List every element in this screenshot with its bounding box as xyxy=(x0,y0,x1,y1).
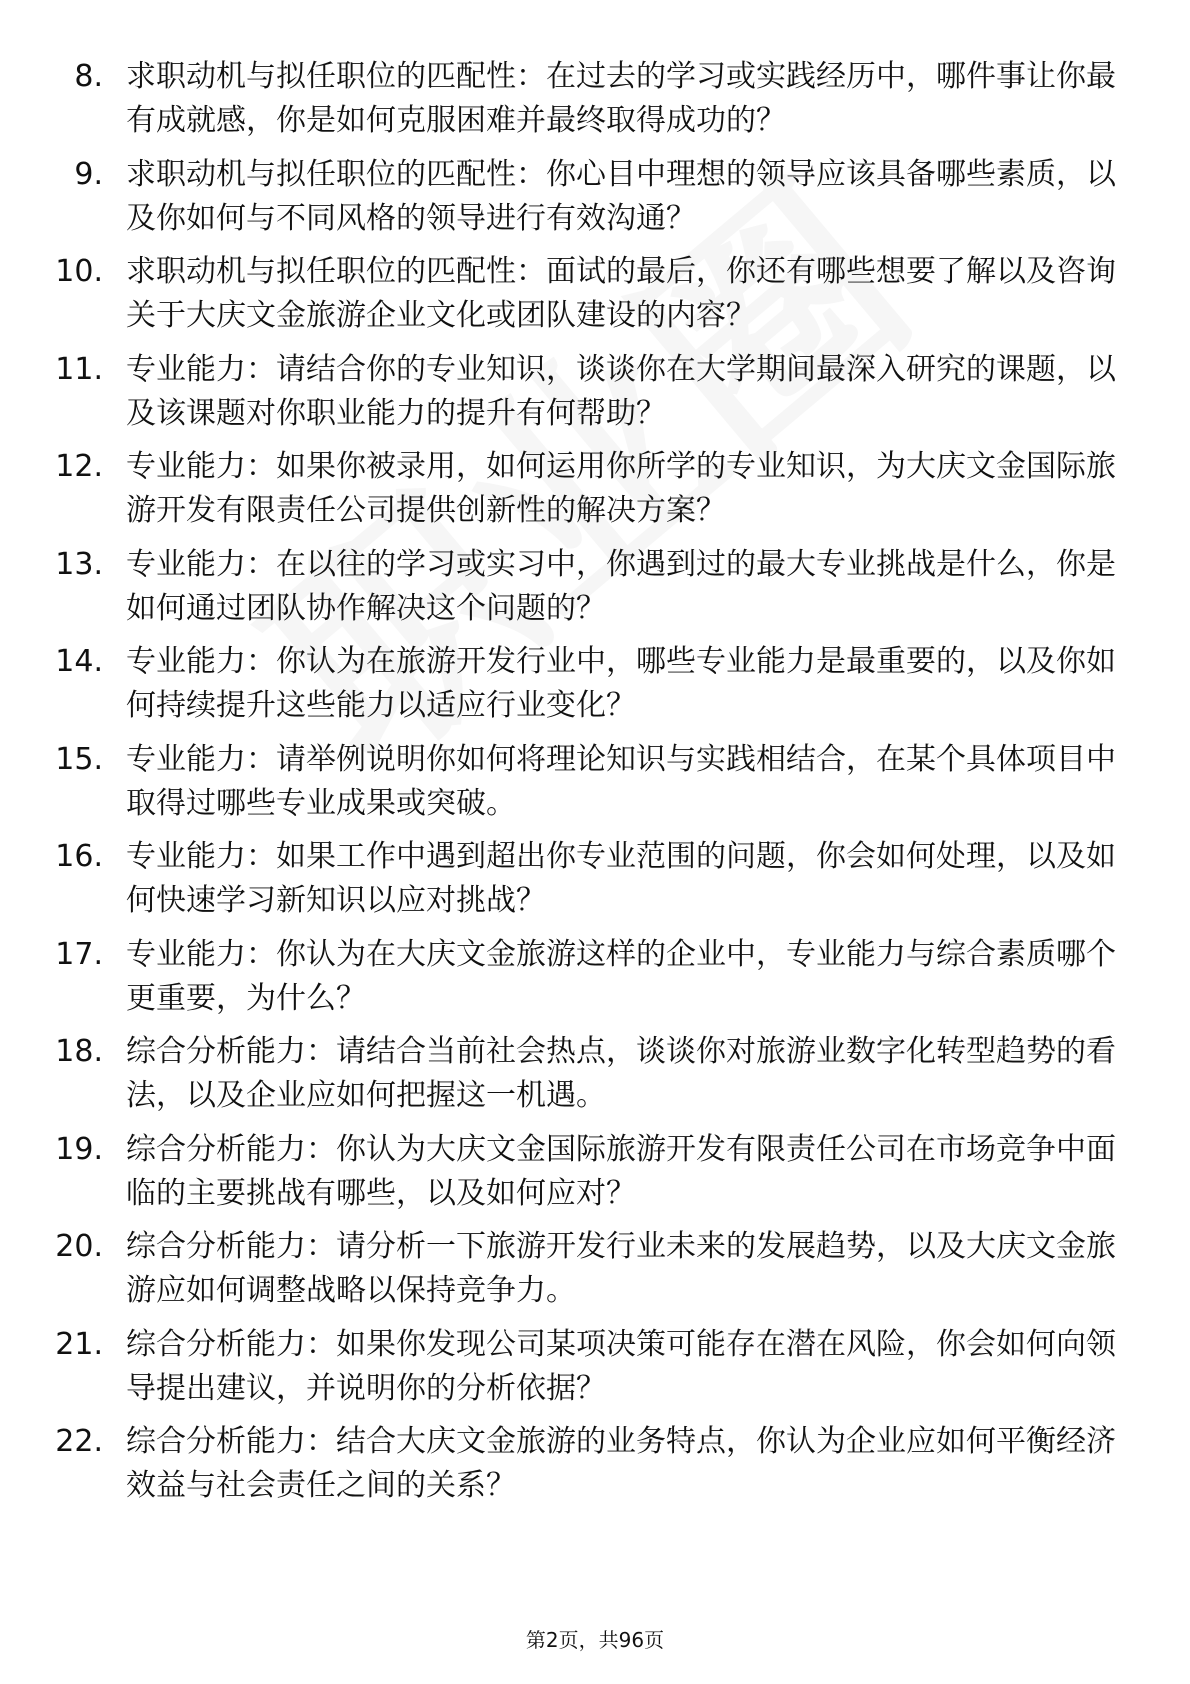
list-item xyxy=(0,153,1190,251)
list-item xyxy=(0,543,1190,641)
question-list xyxy=(0,55,1190,1518)
item-text: 专业能力：如果工作中遇到超出你专业范围的问题，你会如何处理，以及如何快速学习新知识以应对挑战？ xyxy=(126,839,1116,918)
item-number: 21. xyxy=(55,1326,103,1362)
item-number: 14. xyxy=(55,644,103,679)
item-number: 19. xyxy=(55,1131,103,1167)
list-item xyxy=(0,1225,1190,1323)
item-text: 专业能力：请举例说明你如何将理论知识与实践相结合，在某个具体项目中取得过哪些专业成果或突破。 xyxy=(126,741,1116,821)
item-text: 综合分析能力：请分析一下旅游开发行业未来的发展趋势，以及大庆文金旅游应如何调整战略以保持竞争力。 xyxy=(126,1229,1116,1308)
item-text: 求职动机与拟任职位的匹配性：在过去的学习或实践经历中，哪件事让你最有成就感，你是如何克服困难并最终取得成功的？ xyxy=(126,59,1116,138)
item-text: 综合分析能力：请结合当前社会热点，谈谈你对旅游业数字化转型趋势的看法，以及企业应如何把握这一机遇。 xyxy=(126,1034,1116,1113)
list-item xyxy=(0,1323,1190,1421)
item-number: 20. xyxy=(55,1229,103,1264)
item-number: 17. xyxy=(55,936,103,972)
list-item xyxy=(0,933,1190,1031)
list-item xyxy=(0,1030,1190,1128)
list-item xyxy=(0,250,1190,348)
item-number: 13. xyxy=(55,546,103,582)
item-number: 12. xyxy=(55,449,103,484)
item-text: 求职动机与拟任职位的匹配性：你心目中理想的领导应该具备哪些素质，以及你如何与不同风格的领导进行有效沟通？ xyxy=(126,156,1116,236)
page-footer: 第2页，共96页 xyxy=(525,1628,665,1652)
item-text: 综合分析能力：如果你发现公司某项决策可能存在潜在风险，你会如何向领导提出建议，并说明你的分析依据？ xyxy=(126,1326,1116,1406)
item-number: 9. xyxy=(74,156,103,192)
list-item xyxy=(0,55,1190,153)
list-item xyxy=(0,1128,1190,1226)
item-text: 综合分析能力：你认为大庆文金国际旅游开发有限责任公司在市场竞争中面临的主要挑战有哪些，以及如何应对？ xyxy=(126,1131,1116,1211)
list-item xyxy=(0,640,1190,738)
list-item xyxy=(0,835,1190,933)
item-text: 专业能力：如果你被录用，如何运用你所学的专业知识，为大庆文金国际旅游开发有限责任公司提供创新性的解决方案？ xyxy=(126,449,1116,528)
item-number: 10. xyxy=(55,254,103,289)
list-item xyxy=(0,445,1190,543)
list-item xyxy=(0,348,1190,446)
item-text: 专业能力：请结合你的专业知识，谈谈你在大学期间最深入研究的课题，以及该课题对你职业能力的提升有何帮助？ xyxy=(126,351,1116,431)
item-number: 8. xyxy=(74,59,103,94)
item-text: 专业能力：在以往的学习或实习中，你遇到过的最大专业挑战是什么，你是如何通过团队协作解决这个问题的？ xyxy=(126,546,1116,626)
item-number: 16. xyxy=(55,839,103,874)
item-number: 15. xyxy=(55,741,103,777)
list-item xyxy=(0,1420,1190,1518)
item-text: 综合分析能力：结合大庆文金旅游的业务特点，你认为企业应如何平衡经济效益与社会责任之间的关系？ xyxy=(126,1424,1116,1503)
item-number: 22. xyxy=(55,1424,103,1459)
item-number: 18. xyxy=(55,1034,103,1069)
item-text: 求职动机与拟任职位的匹配性：面试的最后，你还有哪些想要了解以及咨询关于大庆文金旅游企业文化或团队建设的内容？ xyxy=(126,254,1116,333)
list-item xyxy=(0,738,1190,836)
item-text: 专业能力：你认为在大庆文金旅游这样的企业中，专业能力与综合素质哪个更重要，为什么？ xyxy=(126,936,1116,1016)
item-number: 11. xyxy=(55,351,103,387)
item-text: 专业能力：你认为在旅游开发行业中，哪些专业能力是最重要的，以及你如何持续提升这些能力以适应行业变化？ xyxy=(126,644,1116,723)
